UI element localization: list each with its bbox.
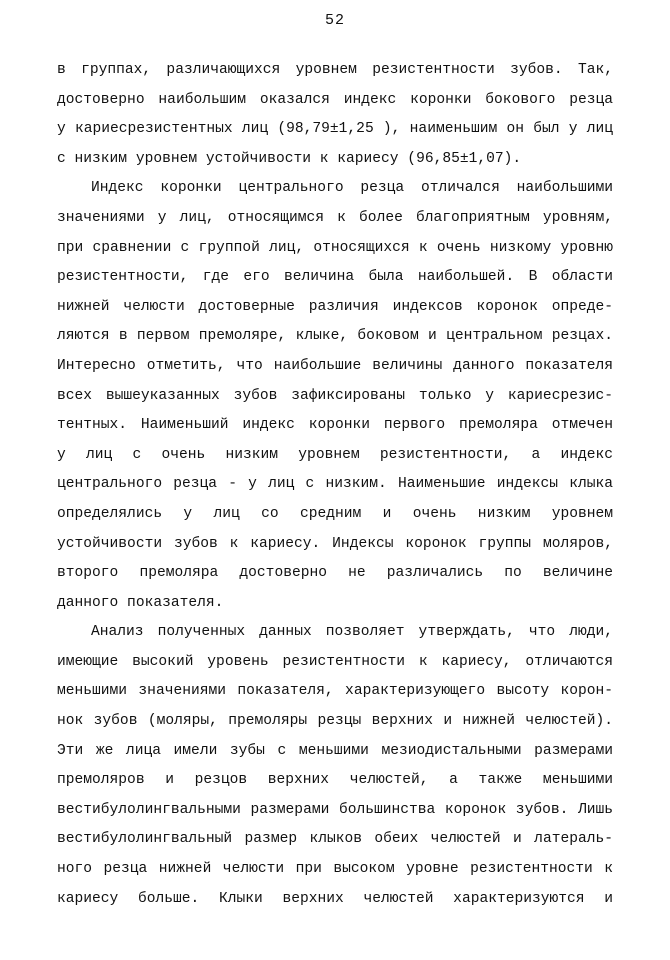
text-line: при сравнении с группой лиц, относящихся к очень низкому уровню — [57, 239, 613, 256]
body-text — [57, 56, 613, 914]
text-line: ного резца нижней челюсти при высоком уровне резистентности к — [57, 861, 613, 878]
text-line: всех вышеуказанных зубов зафиксированы только у кариесрезис- — [57, 387, 613, 404]
text-line: премоляров и резцов верхних челюстей, а также меньшими — [57, 772, 613, 789]
text-line: вестибулолингвальный размер клыков обеих челюстей и латераль- — [57, 831, 613, 848]
text-line: нижней челюсти достоверные различия индексов коронок опреде- — [57, 298, 613, 315]
text-line: у лиц с очень низким уровнем резистентности, а индекс — [57, 446, 613, 463]
text-line: у кариесрезистентных лиц (98,79±1,25 ), наименьшим он был у лиц — [57, 121, 613, 138]
text-line: нок зубов (моляры, премоляры резцы верхних и нижней челюстей). — [57, 713, 613, 730]
text-line: данного показателя. — [57, 594, 224, 611]
text-line: в группах, различающихся уровнем резистентности зубов. Так, — [57, 62, 613, 78]
text-line: с низким уровнем устойчивости к кариесу (96,85±1,07). — [57, 150, 522, 167]
text-line: резистентности, где его величина была наибольшей. В области — [57, 269, 613, 286]
text-line: Интересно отметить, что наибольшие величины данного показателя — [57, 357, 613, 374]
text-line: достоверно наибольшим оказался индекс коронки бокового резца — [57, 91, 613, 108]
text-line: значениями у лиц, относящимся к более благоприятным уровням, — [57, 209, 613, 226]
text-line: центрального резца - у лиц с низким. Наименьшие индексы клыка — [57, 476, 613, 493]
text-line: второго премоляра достоверно не различались по величине — [57, 565, 613, 582]
text-line: Индекс коронки центрального резца отличался наибольшими — [91, 180, 613, 197]
text-line: вестибулолингвальными размерами большинства коронок зубов. Лишь — [57, 801, 613, 818]
text-line: Анализ полученных данных позволяет утверждать, что люди, — [91, 624, 613, 641]
text-line: тентных. Наименьший индекс коронки первого премоляра отмечен — [57, 417, 613, 434]
text-line: устойчивости зубов к кариесу. Индексы коронок группы моляров, — [57, 535, 613, 552]
text-line: меньшими значениями показателя, характеризующего высоту корон- — [57, 683, 613, 700]
text-line: определялись у лиц со средним и очень низким уровнем — [57, 505, 613, 522]
text-line: кариесу больше. Клыки верхних челюстей характеризуются и — [57, 890, 613, 907]
text-line: имеющие высокий уровень резистентности к кариесу, отличаются — [57, 653, 613, 670]
text-line: ляются в первом премоляре, клыке, боковом и центральном резцах. — [57, 328, 613, 345]
text-line: Эти же лица имели зубы с меньшими мезиодистальными размерами — [57, 742, 613, 759]
page-number: 52 — [324, 12, 345, 29]
